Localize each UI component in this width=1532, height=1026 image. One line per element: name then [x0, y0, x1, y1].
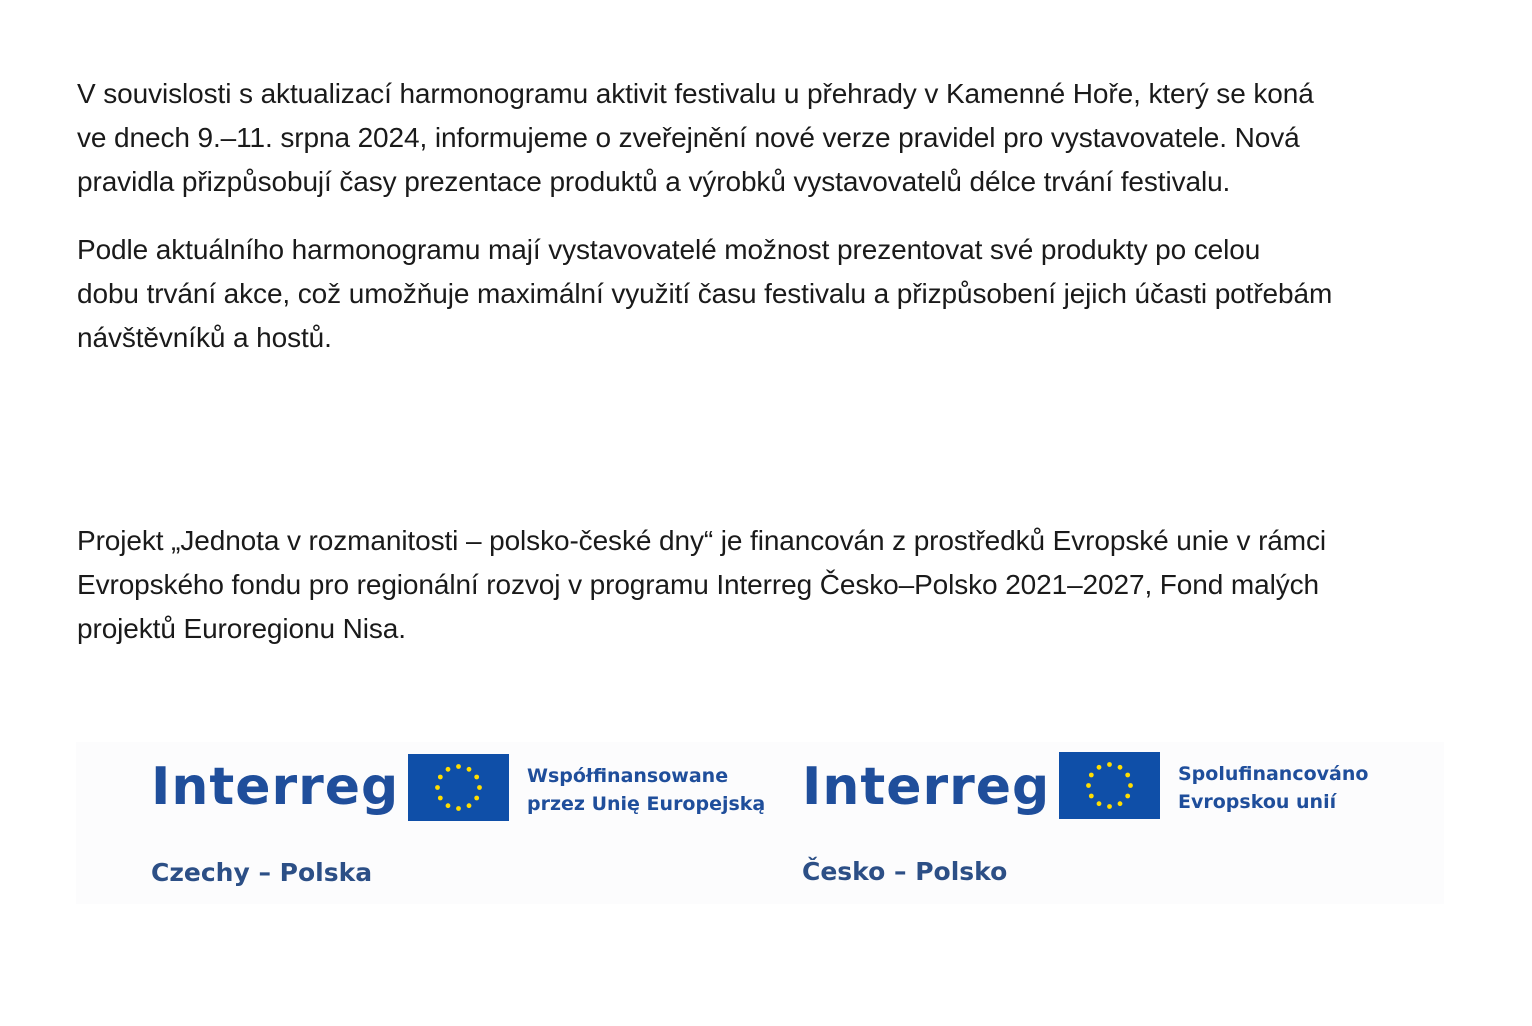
eu-star-icon	[1086, 783, 1091, 788]
eu-star-icon	[1097, 765, 1102, 770]
eu-star-icon	[438, 796, 443, 801]
paragraph-exhibitor-schedule	[77, 228, 1477, 360]
eu-star-icon	[1097, 801, 1102, 806]
eu-star-icon	[456, 806, 461, 811]
interreg-logo-czech	[726, 742, 1444, 904]
eu-star-icon	[467, 803, 472, 808]
paragraph-festival-update	[77, 72, 1477, 204]
paragraph-line: Evropského fondu pro regionální rozvoj v programu Interreg Česko–Polsko 2021–2027, Fond malých	[77, 569, 1319, 600]
eu-star-icon	[1089, 794, 1094, 799]
interreg-wordmark: Interreg	[151, 757, 400, 817]
interreg-logo-polish	[76, 742, 776, 904]
paragraph-line: projektů Euroregionu Nisa.	[77, 613, 406, 644]
eu-star-icon	[474, 775, 479, 780]
eu-flag-icon	[408, 754, 509, 821]
paragraph-line: pravidla přizpůsobují časy prezentace produktů a výrobků vystavovatelů délce trvání festivalu.	[77, 166, 1231, 197]
eu-star-icon	[446, 803, 451, 808]
eu-star-icon	[1107, 762, 1112, 767]
eu-star-icon	[456, 764, 461, 769]
eu-star-icon	[1089, 773, 1094, 778]
eu-star-icon	[1107, 804, 1112, 809]
eu-star-icon	[1128, 783, 1133, 788]
paragraph-line: Projekt „Jednota v rozmanitosti – polsko-české dny“ je financován z prostředků Evropské unie v rámci	[77, 525, 1327, 556]
funding-logos-strip	[76, 742, 1444, 904]
paragraph-line: Podle aktuálního harmonogramu mají vystavovatelé možnost prezentovat své produkty po celou	[77, 234, 1261, 265]
cofinancing-line: Współfinansowane	[527, 765, 729, 787]
program-region-label: Česko – Polsko	[802, 857, 1008, 886]
eu-star-icon	[1118, 765, 1123, 770]
eu-flag-icon	[1059, 752, 1160, 819]
paragraph-line: V souvislosti s aktualizací harmonogramu aktivit festivalu u přehrady v Kamenné Hoře, který se koná	[77, 78, 1314, 109]
eu-star-icon	[435, 785, 440, 790]
cofinancing-line: Spolufinancováno	[1178, 763, 1369, 785]
eu-star-icon	[1125, 794, 1130, 799]
cofinancing-line: Evropskou unií	[1178, 791, 1337, 813]
eu-star-icon	[474, 796, 479, 801]
eu-star-icon	[1118, 801, 1123, 806]
eu-star-icon	[438, 775, 443, 780]
eu-star-icon	[477, 785, 482, 790]
paragraph-funding-notice	[77, 519, 1477, 651]
cofinancing-line: przez Unię Europejską	[527, 793, 766, 815]
eu-star-icon	[467, 767, 472, 772]
eu-star-icon	[1125, 773, 1130, 778]
interreg-wordmark: Interreg	[802, 757, 1051, 817]
eu-star-icon	[446, 767, 451, 772]
cofinancing-label	[1178, 760, 1368, 816]
paragraph-line: návštěvníků a hostů.	[77, 322, 332, 353]
program-region-label: Czechy – Polska	[151, 858, 373, 887]
paragraph-line: ve dnech 9.–11. srpna 2024, informujeme o zveřejnění nové verze pravidel pro vystavovatele. Nová	[77, 122, 1300, 153]
paragraph-line: dobu trvání akce, což umožňuje maximální využití času festivalu a přizpůsobení jejich účasti potřebám	[77, 278, 1333, 309]
